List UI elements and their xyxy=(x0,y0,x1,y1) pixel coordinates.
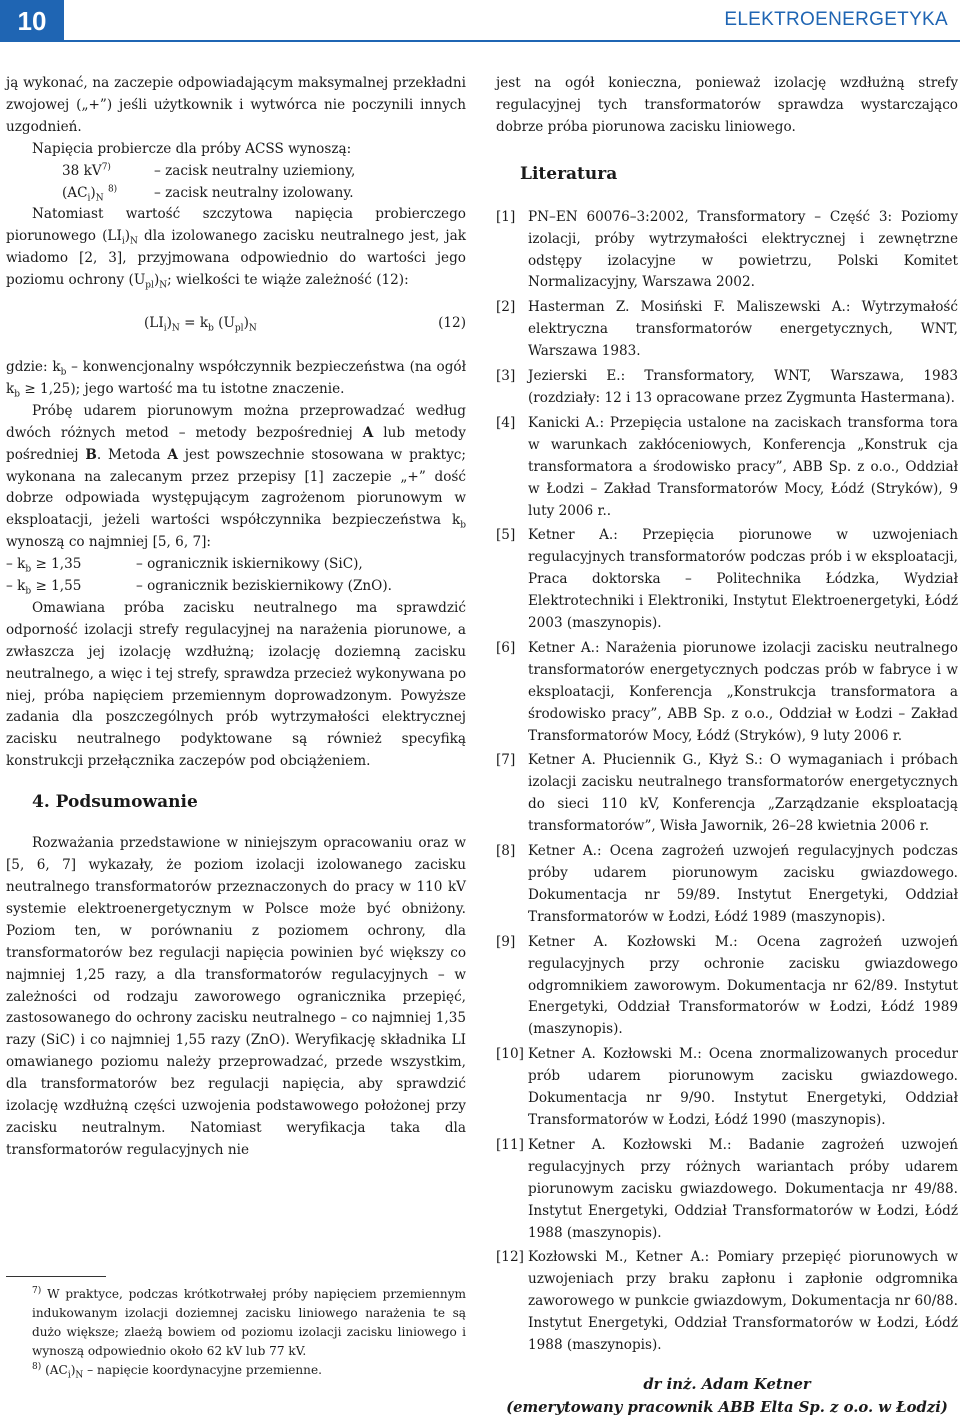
equation-12 xyxy=(6,313,466,335)
paragraph: Napięcia probiercze dla próby ACSS wynoszą: xyxy=(32,140,352,157)
reference-item: [2] Hasterman Z. Mosiński F. Maliszewski A.: Wytrzymałość elektryczna transformatorów energetycznych, WNT, Warszawa 1983. xyxy=(496,299,958,360)
paragraph: jest na ogół konieczna, ponieważ izolację wzdłużną strefy regulacyjnej tych transformatorów sprawdza wystarczająco dobrze próba piorunowa zacisku liniowego. xyxy=(496,75,958,135)
equation: $(LI_i)_N = k_b$ $(U_{pl})_N$ xyxy=(144,315,257,334)
reference-item: [12] Kozłowski M., Ketner A.: Pomiary przepięć piorunowych w uzwojeniach przy braku zapłonu i zapłonie odgromnika zaworowego w punkcie gwiazdowym, Dokumentacja nr 60/88. Instytut Energetyki, Oddział Transformatorów w Łodzi, Łódź 1988 (maszynopis). xyxy=(496,1249,958,1354)
paragraph: Natomiast wartość szczytowa napięcia probierczego piorunowego $(LI_i)_N$ dla izolowanego zacisku neutralnego jest, jak wiadomo [2, 3], przyjmowana odpowiednio do wartości jego poziomu ochrony $(U_{pl})_N$; wielkości te wiąże zależność (12): xyxy=(6,206,466,291)
journal-title: ELEKTROENERGETYKA xyxy=(724,9,948,30)
footnote-7: $^{7)}$ W praktyce, podczas krótkotrwałej próby napięciem przemiennym indukowanym izolacji doziemnej zacisku liniowego narażenia te są dużo większe; zlaeżą bowiem od poziomu izolacji zacisku liniowego i wynoszą odpowiednio około 62 kV lub 77 kV. xyxy=(32,1285,466,1358)
reference-item: [4] Kanicki A.: Przepięcia ustalone na zaciskach transforma tora w warunkach zakłóceniowych, Konferencja „Konstruk cja transformatora a środowisko pracy”, ABB Sp. z o.o., Oddział w Łodzi – Zakład Transformatorów Mocy, Łódź (Stryków), 9 luty 2006 r.. xyxy=(496,414,958,519)
author-block xyxy=(496,1373,958,1419)
author-name: dr inż. Adam Ketner xyxy=(643,1375,811,1393)
footnotes xyxy=(6,1276,466,1380)
kb-row-sic: – $k_b \ge 1,35$ – ogranicznik iskiernikowy (SiC), xyxy=(6,556,363,575)
reference-item: [5] Ketner A.: Przepięcia piorunowe w uzwojeniach regulacyjnych transformatorów podczas prób i w eksploatacji, Praca doktorska – Politechnika Łódzka, Wydział Elektrotechniki i Elektroniki, Instytut Elektroenergetyki, Łódź 2003 (maszynopis). xyxy=(496,527,958,632)
paragraph: Rozważania przedstawione w niniejszym opracowaniu oraz w [5, 6, 7] wykazały, że poziom izolacji izolowanego zacisku neutralnego transformatorów przeznaczonych do pracy w 110 kV systemie elektroenergetycznym w Polsce może być obniżony. Poziom ten, w porównaniu z poziomem ochrony, dla transformatorów bez regulacji napięcia powinien być większy co najmniej 1,25 razy, a dla transformatorów regulacyjnych – w zależności od rodzaju zaworowego ogranicznika przepięć, zastosowanego do ochrony zacisku neutralnego – co najmniej 1,35 razy (SiC) i co najmniej 1,55 razy (ZnO). Weryfikację składnika LI omawianego poziomu należy przeprowadzać, przede wszystkim, dla transformatorów bez regulacji napięcia, aby sprawdzić izolację wzdłużną części uzwojenia podstawowego położonej przy zacisku neutralnym. Natomiast weryfikacja taka dla transformatorów regulacyjnych nie xyxy=(6,835,466,1158)
paragraph: Próbę udarem piorunowym można przeprowadzać według dwóch różnych metod – metody bezpośredniej A lub metody pośredniej B. Metoda A jest powszechnie stosowana w praktyc; wykonana na zalecanym przez przepisy [1] zaczepie „+” dość dobrze odpowiada występującym zagrożenom piorunowym w eksploatacji, jeżeli wartości współczynnika bezpieczeństwa $k_b$ wynoszą co najmniej [5, 6, 7]: xyxy=(6,402,466,551)
equation-number: (12) xyxy=(438,315,466,332)
footnote-rule xyxy=(6,1276,106,1277)
header-rule xyxy=(64,40,960,42)
section-title: 4. Podsumowanie xyxy=(32,792,198,813)
paragraph: ją wykonać, na zaczepie odpowiadającym maksymalnej przekładni zwojowej („+”) jeśli użytkownik i wytwórca nie poczynili innych uzgodnień. xyxy=(6,75,466,135)
reference-item: [3] Jezierski E.: Transformatory, WNT, Warszawa, 1983 (rozdziały: 12 i 13 opracowane przez Zygmunta Hastermana). xyxy=(496,368,958,406)
reference-item: [11] Ketner A. Kozłowski M.: Badanie zagrożeń uzwojeń regulacyjnych przy różnych wariantach próby udarem piorunowym zacisku gwiazdowego. Dokumentacja nr 49/88. Instytut Energetyki, Oddział Transformatorów w Łodzi, Łódź 1988 (maszynopis). xyxy=(496,1136,958,1241)
author-affiliation: (emerytowany pracownik ABB Elta Sp. z o.o. w Łodzi) xyxy=(506,1398,948,1416)
reference-item: [8] Ketner A.: Ocena zagrożeń uzwojeń regulacyjnych podczas próby udarem piorunowym zacisku gwiazdowego. Dokumentacja nr 59/89. Instytut Energetyki, Oddział Transformatorów w Łodzi, Łódź 1989 (maszynopis). xyxy=(496,843,958,925)
left-column xyxy=(6,73,466,1162)
reference-item: [1] PN–EN 60076–3:2002, Transformatory – Część 3: Poziomy izolacji, próby wytrzymałości elektrycznej i zewnętrzne odstępy izolacyjne w powietrzu, Polski Komitet Normalizacyjny, Warszawa 2002. xyxy=(496,208,958,291)
references-list xyxy=(496,207,958,1357)
paragraph: gdzie: $k_b$ – konwencjonalny współczynnik bezpieczeństwa (na ogół $k_b \ge 1,25$); jego wartość ma tu istotne znaczenie. xyxy=(6,358,466,400)
reference-item: [7] Ketner A. Płuciennik G., Kłyż S.: O wymaganiach i próbach izolacji zacisku neutralnego transformatorów energetycznych do sieci 110 kV, Konferencja „Zarządzanie eksploatacją transformatorów”, Wisła Jawornik, 26–28 kwietnia 2006 r. xyxy=(496,752,958,835)
reference-item: [6] Ketner A.: Narażenia piorunowe izolacji zacisku neutralnego transformatorów energetycznych podczas prób w fabryce i w eksploatacji, Konferencja „Konstrukcja transformatora a środowisko pracy”, ABB Sp. z o.o., Oddział w Łodzi – Zakład Transformatorów Mocy, Łódź (Stryków), 9 luty 2006 r. xyxy=(496,639,958,744)
reference-item: [9] Ketner A. Kozłowski M.: Ocena zagrożeń uzwojeń regulacyjnych przy ochronie zacisku gwiazdowego odgromnikiem zaworowym. Dokumentacja nr 62/89. Instytut Energetyki, Oddział Transformatorów w Łodzi, Łódź 1989 (maszynopis). xyxy=(496,933,958,1038)
references-title: Literatura xyxy=(520,163,618,184)
footnote-8: $^{8)}$ $(AC_i)_N$ – napięcie koordynacyjne przemienne. xyxy=(32,1361,322,1381)
voltage-row-grounded: 38 $kV^{7)}$ – zacisk neutralny uziemiony, xyxy=(62,162,356,179)
voltage-row-isolated: $(AC_i)_N$ $^{8)}$ – zacisk neutralny izolowany. xyxy=(62,184,354,204)
right-column xyxy=(496,73,958,1419)
kb-row-zno: – $k_b \ge 1,55$ – ogranicznik beziskiernikowy (ZnO). xyxy=(6,578,392,597)
page-number: 10 xyxy=(0,0,64,42)
reference-item: [10] Ketner A. Kozłowski M.: Ocena znormalizowanych procedur prób udarem piorunowym zacisku gwiazdowego. Dokumentacja nr 9/90. Instytut Energetyki, Oddział Transformatorów w Łodzi, Łódź 1990 (maszynopis). xyxy=(496,1046,958,1128)
page-header xyxy=(0,0,960,44)
paragraph: Omawiana próba zacisku neutralnego ma sprawdzić odporność izolacji strefy regulacyjnej na narażenia piorunowe, a zwłaszcza jej izolację wzdłużną; izolację doziemną zacisku neutralnego, a więc i tej strefy, sprawdza przecież wykonywana po niej, próba napięciem przemiennym doprowadzonym. Powyższe zadania dla poszczególnych prób wytrzymałości elektrycznej zacisku neutralnego podyktowane są również specyfiką konstrukcji przełącznika zaczepów pod obciążeniem. xyxy=(6,599,467,770)
